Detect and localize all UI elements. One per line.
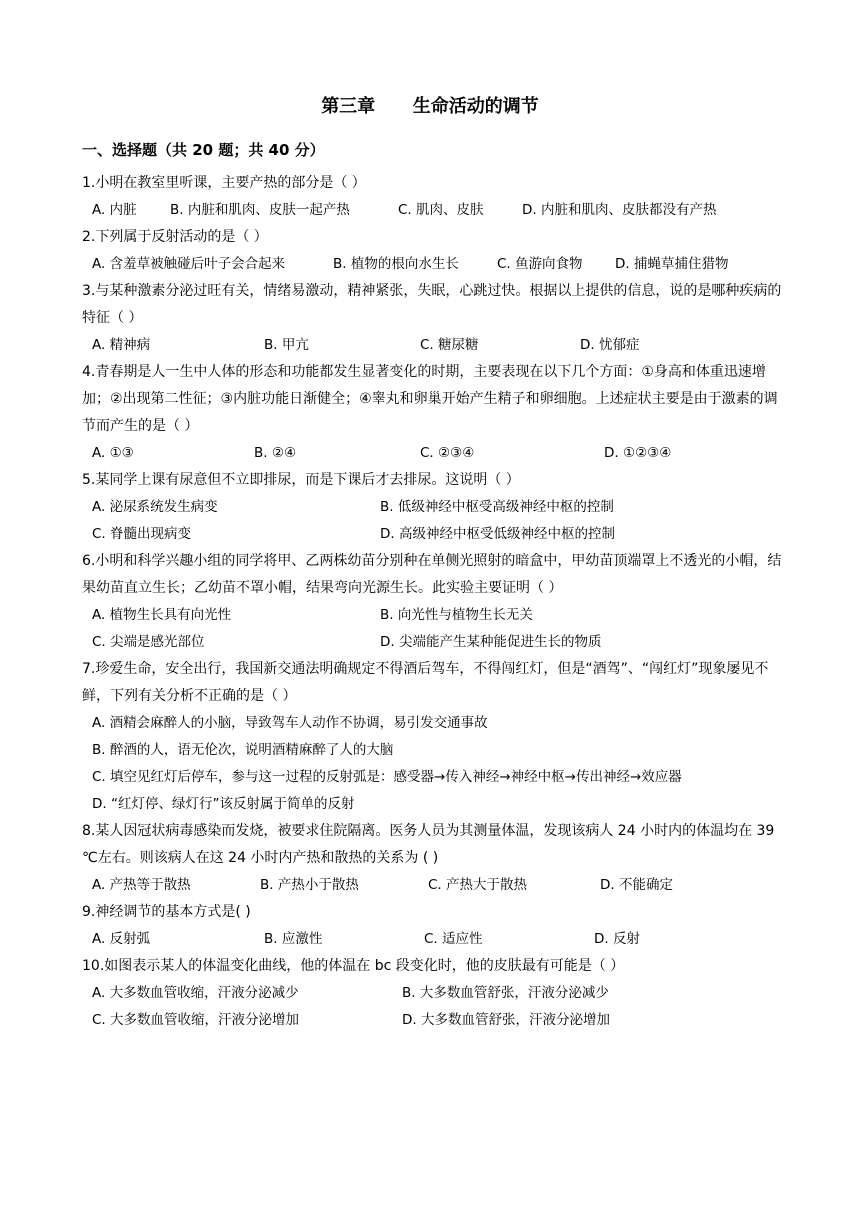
option-row xyxy=(82,197,782,224)
option-d: D. 大多数血管舒张，汗液分泌增加 xyxy=(402,1012,610,1028)
option-a: A. 精神病 xyxy=(92,337,151,353)
option-d: D. 不能确定 xyxy=(600,877,673,893)
option-b: B. 大多数血管舒张，汗液分泌减少 xyxy=(402,985,609,1001)
option-row xyxy=(82,332,782,359)
question-7 xyxy=(82,656,782,818)
option-a: A. ①③ xyxy=(92,445,134,461)
option-row xyxy=(82,872,782,899)
question-stem: 7.珍爱生命，安全出行，我国新交通法明确规定不得酒后驾车，不得闯红灯，但是“酒驾”、“闯红灯”现象屡见不鲜，下列有关分析不正确的是（ ） xyxy=(82,661,769,704)
question-stem: 2.下列属于反射活动的是（ ） xyxy=(82,229,268,245)
option-row xyxy=(82,629,782,656)
question-5 xyxy=(82,467,782,548)
option-b: B. 醉酒的人，语无伦次，说明酒精麻醉了人的大脑 xyxy=(92,742,394,758)
option-a: A. 植物生长具有向光性 xyxy=(92,607,232,623)
option-b: B. 低级神经中枢受高级神经中枢的控制 xyxy=(380,499,614,515)
option-c: C. 鱼游向食物 xyxy=(497,256,583,272)
question-stem: 8.某人因冠状病毒感染而发烧，被要求住院隔离。医务人员为其测量体温，发现该病人 24 小时内的体温均在 39 ℃左右。则该病人在这 24 小时内产热和散热的关系为 ( ) xyxy=(82,823,775,866)
option-b: B. 内脏和肌肉、皮肤一起产热 xyxy=(170,202,350,218)
option-row xyxy=(82,926,782,953)
option-a: A. 大多数血管收缩，汗液分泌减少 xyxy=(92,985,299,1001)
question-3 xyxy=(82,278,782,359)
question-2 xyxy=(82,224,782,278)
option-row xyxy=(82,1007,782,1034)
option-c: C. 肌肉、皮肤 xyxy=(398,202,484,218)
option-a: A. 产热等于散热 xyxy=(92,877,191,893)
question-9 xyxy=(82,899,782,953)
option-d: D. 忧郁症 xyxy=(580,337,640,353)
option-d: D. 尖端能产生某种能促进生长的物质 xyxy=(380,634,602,650)
option-c: C. 脊髓出现病变 xyxy=(92,526,192,542)
question-stem: 1.小明在教室里听课，主要产热的部分是（ ） xyxy=(82,175,366,191)
option-a: A. 泌尿系统发生病变 xyxy=(92,499,218,515)
question-stem: 6.小明和科学兴趣小组的同学将甲、乙两株幼苗分别种在单侧光照射的暗盒中，甲幼苗顶端罩上不透光的小帽，结果幼苗直立生长；乙幼苗不罩小帽，结果弯向光源生长。此实验主要证明（ ） xyxy=(82,553,782,596)
option-row xyxy=(82,602,782,629)
option-d: D. ①②③④ xyxy=(604,445,672,461)
option-c: C. ②③④ xyxy=(420,445,475,461)
question-stem: 10.如图表示某人的体温变化曲线，他的体温在 bc 段变化时，他的皮肤最有可能是（ ） xyxy=(82,958,625,974)
option-d: D. 捕蝇草捕住猎物 xyxy=(615,256,729,272)
question-1 xyxy=(82,170,782,224)
option-b: B. 植物的根向水生长 xyxy=(333,256,459,272)
question-6 xyxy=(82,548,782,656)
option-d: D. 高级神经中枢受低级神经中枢的控制 xyxy=(380,526,615,542)
option-b: B. 应激性 xyxy=(264,931,323,947)
section-heading: 一、选择题（共 20 题；共 40 分） xyxy=(82,141,325,159)
option-d: D. 反射 xyxy=(594,931,640,947)
option-c: C. 适应性 xyxy=(424,931,483,947)
option-b: B. ②④ xyxy=(254,445,297,461)
option-a: A. 含羞草被触碰后叶子会合起来 xyxy=(92,256,286,272)
option-c: C. 大多数血管收缩，汗液分泌增加 xyxy=(92,1012,300,1028)
question-stem: 3.与某种激素分泌过旺有关，情绪易激动，精神紧张，失眠，心跳过快。根据以上提供的信息，说的是哪种疾病的特征（ ） xyxy=(82,283,782,326)
question-stem: 9.神经调节的基本方式是( ) xyxy=(82,904,251,920)
option-b: B. 向光性与植物生长无关 xyxy=(380,607,533,623)
option-b: B. 产热小于散热 xyxy=(260,877,359,893)
option-c: C. 产热大于散热 xyxy=(428,877,528,893)
option-row xyxy=(82,494,782,521)
option-row xyxy=(82,440,782,467)
option-row xyxy=(82,980,782,1007)
question-stem: 5.某同学上课有尿意但不立即排尿，而是下课后才去排尿。这说明（ ） xyxy=(82,472,520,488)
question-8 xyxy=(82,818,782,899)
chapter-title: 第三章 生命活动的调节 xyxy=(321,96,539,117)
option-a: A. 反射弧 xyxy=(92,931,151,947)
option-row xyxy=(82,251,782,278)
question-list xyxy=(82,170,782,1034)
option-d: D. 内脏和肌肉、皮肤都没有产热 xyxy=(522,202,717,218)
option-a: A. 酒精会麻醉人的小脑，导致驾车人动作不协调，易引发交通事故 xyxy=(92,715,488,731)
question-4 xyxy=(82,359,782,467)
option-row xyxy=(82,521,782,548)
question-stem: 4.青春期是人一生中人体的形态和功能都发生显著变化的时期，主要表现在以下几个方面：①身高和体重迅速增加；②出现第二性征；③内脏功能日渐健全；④睾丸和卵巢开始产生精子和卵细胞。上述症状主要是由于激素的调节而产生的是（ ） xyxy=(82,364,778,434)
option-d: D. “红灯停、绿灯行”该反射属于简单的反射 xyxy=(92,796,355,812)
option-a: A. 内脏 xyxy=(92,202,137,218)
option-c: C. 填空见红灯后停车，参与这一过程的反射弧是：感受器→传入神经→神经中枢→传出神经→效应器 xyxy=(92,769,682,785)
option-b: B. 甲亢 xyxy=(264,337,309,353)
option-c: C. 糖尿糖 xyxy=(420,337,479,353)
option-c: C. 尖端是感光部位 xyxy=(92,634,205,650)
question-10 xyxy=(82,953,782,1034)
